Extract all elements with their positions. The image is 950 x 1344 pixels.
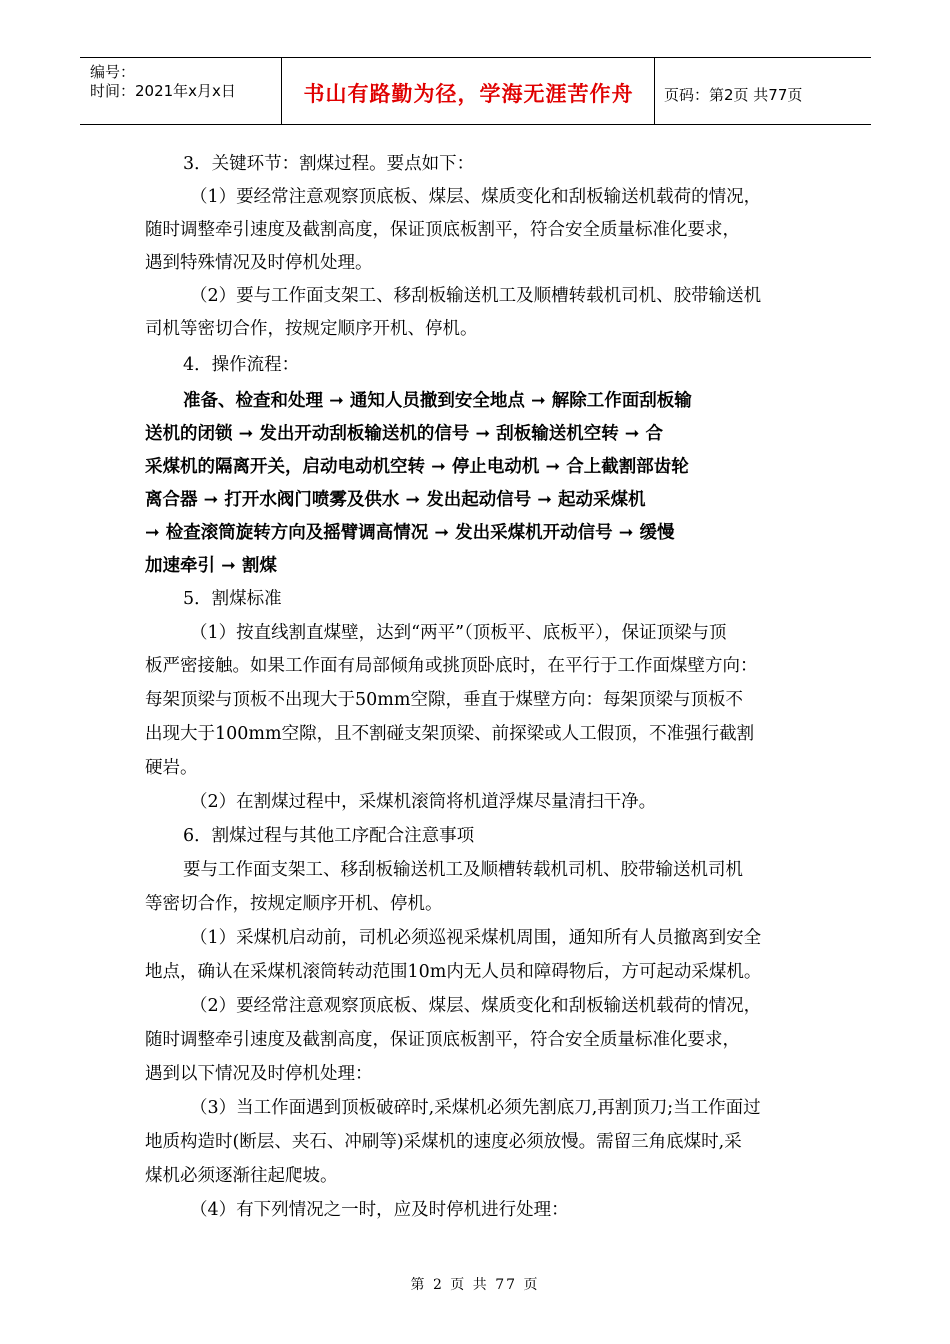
- paragraph-line: 每架顶梁与顶板不出现大于50mm空隙，垂直于煤壁方向：每架顶梁与顶板不: [145, 690, 743, 710]
- header-motto-cell: [282, 58, 655, 124]
- flow-step-line: 采煤机的隔离开关，启动电动机空转 ➞ 停止电动机 ➞ 合上截割部齿轮: [145, 457, 689, 477]
- flow-step-line: 离合器 ➞ 打开水阀门喷雾及供水 ➞ 发出起动信号 ➞ 起动采煤机: [145, 490, 646, 510]
- paragraph-line: 要与工作面支架工、移刮板输送机工及顺槽转载机司机、胶带输送机司机: [183, 860, 743, 880]
- flow-step-line: 准备、检查和处理 ➞ 通知人员撤到安全地点 ➞ 解除工作面刮板输: [183, 391, 692, 411]
- paragraph-line: （3）当工作面遇到顶板破碎时,采煤机必须先割底刀,再割顶刀;当工作面过: [190, 1098, 761, 1118]
- page-footer: 第 2 页 共 77 页: [410, 1277, 540, 1293]
- paragraph-line: （1）要经常注意观察顶底板、煤层、煤质变化和刮板输送机载荷的情况，: [190, 187, 762, 207]
- flow-step-line: 加速牵引 ➞ 割煤: [145, 556, 277, 576]
- paragraph-line: 司机等密切合作，按规定顺序开机、停机。: [145, 319, 478, 339]
- header-motto: 书山有路勤为径，学海无涯苦作舟: [303, 82, 634, 106]
- page-header: [80, 57, 871, 125]
- header-page-cell: [655, 58, 871, 124]
- header-meta-cell: [80, 58, 282, 124]
- paragraph-line: 遇到以下情况及时停机处理：: [145, 1064, 373, 1084]
- section-heading: 6．割煤过程与其他工序配合注意事项: [183, 826, 475, 846]
- paragraph-line: 随时调整牵引速度及截割高度，保证顶底板割平，符合安全质量标准化要求，: [145, 220, 740, 240]
- paragraph-line: （2）要经常注意观察顶底板、煤层、煤质变化和刮板输送机载荷的情况，: [190, 996, 762, 1016]
- section-heading: 5．割煤标准: [183, 589, 282, 609]
- paragraph-line: （2）在割煤过程中，采煤机滚筒将机道浮煤尽量清扫干净。: [190, 792, 657, 812]
- flow-step-line: ➞ 检查滚筒旋转方向及摇臂调高情况 ➞ 发出采煤机开动信号 ➞ 缓慢: [145, 523, 675, 543]
- paragraph-line: 地质构造时(断层、夹石、冲刷等)采煤机的速度必须放慢。需留三角底煤时,采: [145, 1132, 742, 1152]
- paragraph-line: 出现大于100mm空隙，且不割碰支架顶梁、前探梁或人工假顶，不准强行截割: [145, 724, 755, 744]
- paragraph-line: 遇到特殊情况及时停机处理。: [145, 253, 373, 273]
- paragraph-line: 随时调整牵引速度及截割高度，保证顶底板割平，符合安全质量标准化要求，: [145, 1030, 740, 1050]
- section-heading: 4．操作流程：: [183, 355, 300, 375]
- document-number-label: 编号：: [90, 63, 136, 81]
- paragraph-line: 硬岩。: [145, 758, 198, 778]
- flow-step-line: 送机的闭锁 ➞ 发出开动刮板输送机的信号 ➞ 刮板输送机空转 ➞ 合: [145, 424, 664, 444]
- paragraph-line: 地点，确认在采煤机滚筒转动范围10m内无人员和障碍物后，方可起动采煤机。: [145, 962, 762, 982]
- paragraph-line: （1）按直线割直煤壁，达到“两平”（顶板平、底板平），保证顶梁与顶: [190, 623, 727, 643]
- paragraph-line: 煤机必须逐渐往起爬坡。: [145, 1166, 338, 1186]
- paragraph-line: 板严密接触。如果工作面有局部倾角或挑顶卧底时，在平行于工作面煤壁方向：: [145, 656, 758, 676]
- header-page-info: 页码：第2页 共77页: [664, 86, 803, 104]
- paragraph-line: 等密切合作，按规定顺序开机、停机。: [145, 894, 443, 914]
- paragraph-line: （2）要与工作面支架工、移刮板输送机工及顺槽转载机司机、胶带输送机: [190, 286, 762, 306]
- paragraph-line: （1）采煤机启动前，司机必须巡视采煤机周围，通知所有人员撤离到安全: [190, 928, 762, 948]
- section-heading: 3．关键环节：割煤过程。要点如下：: [183, 154, 475, 174]
- document-time-label: 时间：2021年x月x日: [90, 82, 236, 100]
- paragraph-line: （4）有下列情况之一时，应及时停机进行处理：: [190, 1200, 569, 1220]
